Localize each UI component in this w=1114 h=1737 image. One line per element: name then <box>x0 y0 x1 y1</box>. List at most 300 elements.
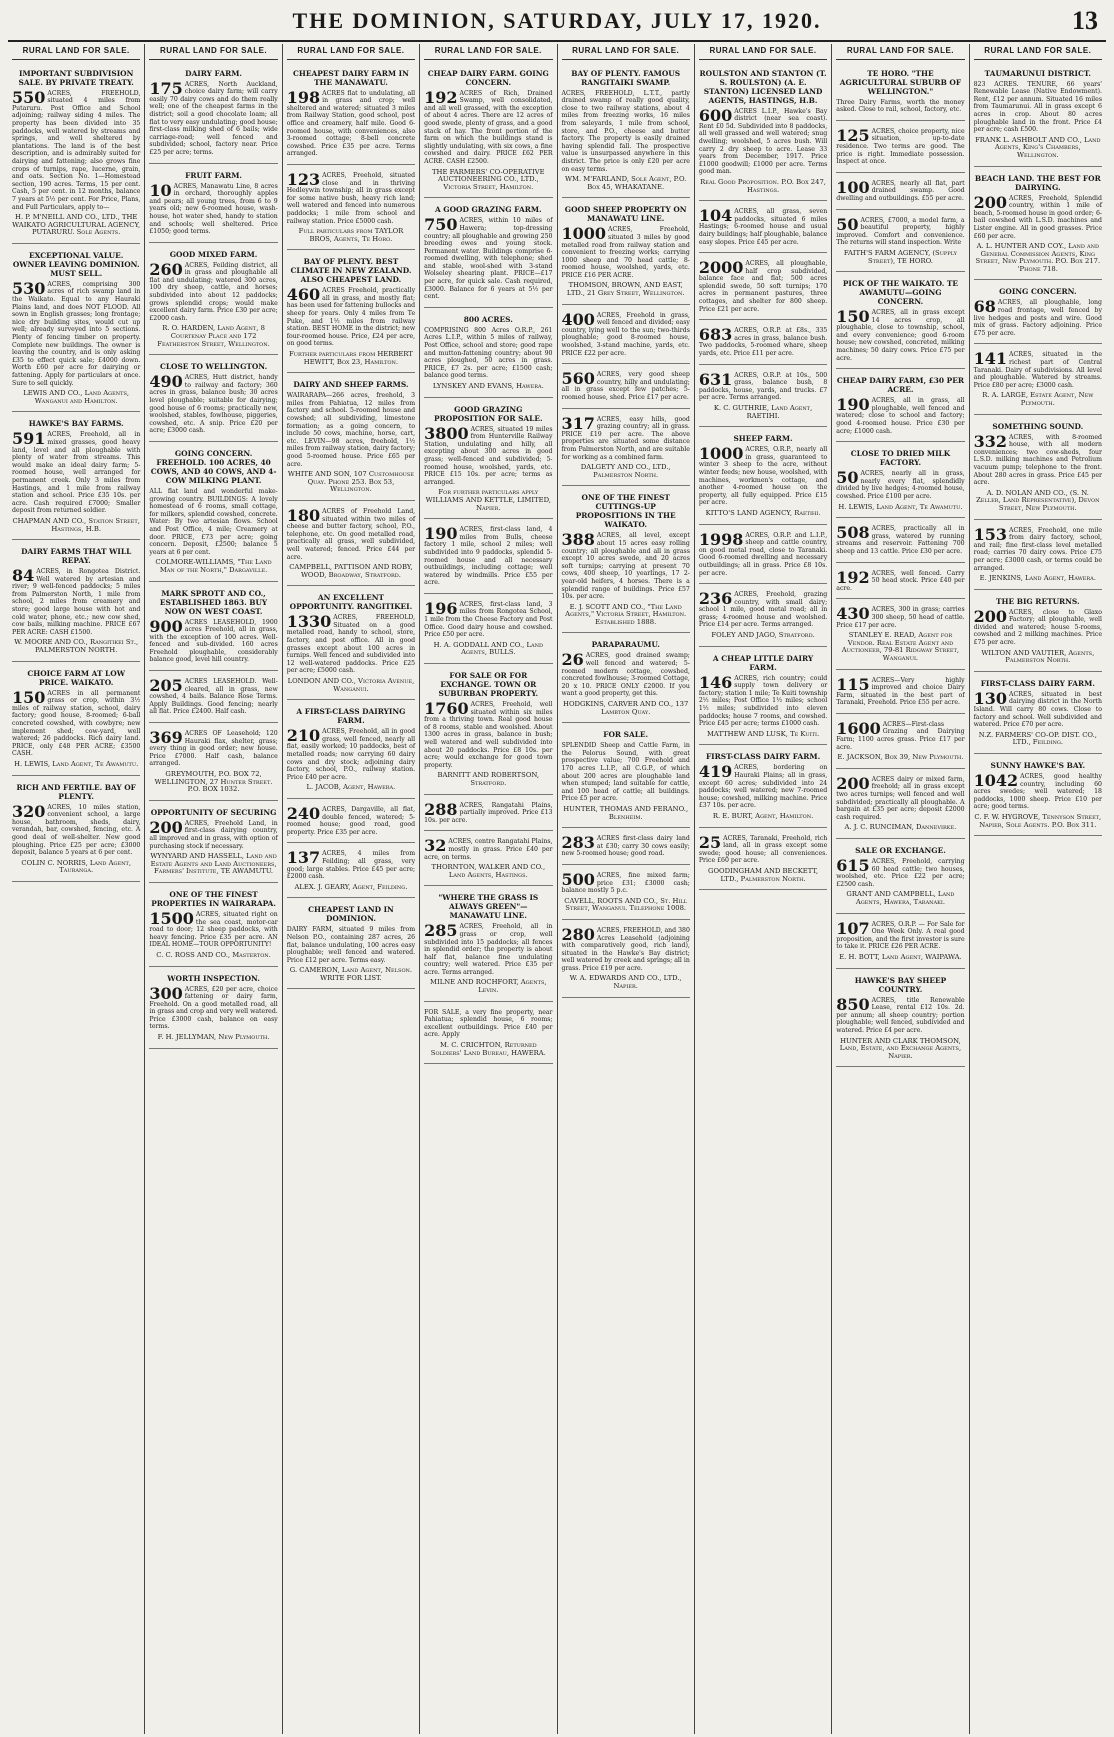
classified-ad <box>287 253 415 373</box>
ad-text: FOR SALE, a very fine property, near Pahiatua; splendid house, 6 rooms; excellent outbuildings. Price £40 per acre. Apply <box>424 1008 553 1039</box>
ad-body <box>698 529 828 578</box>
ad-body <box>562 652 690 698</box>
ad-acreage: 200 <box>973 606 1008 626</box>
ad-text: ACRES—Very highly improved and choice Dairy Farm, situated in the best part of Taranaki, Freehold. Price £55 per acre. <box>836 676 965 707</box>
ad-acreage: 320 <box>12 801 46 821</box>
ad-text: ACRES, comprising 300 acres of rich swamp land in the Waikato. Equal to any Hauraki Plains land, and does NOT FLOOD. All sown in English grasses; long frontage; nice dry building sites, would cut up well; already surveyed into 5 sections. Plenty of fencing timber on property. Complete new buildings. The owner is leaving the country, and is only asking £35 to effect quick sale; £4000 down. Worth £60 per acre for dairying or fattening. Apply for particulars at once. Sure to sell quickly. <box>12 280 141 387</box>
ad-text: Three Dairy Farms, worth the money asked. Close to rail, school, factory, etc. <box>836 98 965 114</box>
ad-text: ACRES, FREEHOLD, Situated on a good metalled road, handy to school, store, factory, and post office. All in good grasses except about 100 acres in turnips. Well fenced and subdivided into 12 well-watered paddocks. Price £25 per acre; £5000 cash. <box>286 614 416 675</box>
ad-acreage: 130 <box>973 688 1008 708</box>
ad-acreage: 107 <box>836 918 870 938</box>
ad-body <box>12 87 141 212</box>
classified-ad <box>836 772 964 839</box>
ad-text: ACRES, fine mixed farm; price £31; £3000 cash; balance mostly 5 p.c. <box>561 871 690 895</box>
ad-signature: MATTHEW AND LUSK, Te Kuiti. <box>706 729 820 738</box>
ad-text: ACRES dairy or mixed farm, freehold; all in grass except two acres turnips; well fenced and well subdivided; practically all ploughable. A bargain at £35 per acre; deposit £2000 cash required. <box>836 775 965 821</box>
classified-ad <box>424 311 552 398</box>
ad-signature: A. D. NOLAN AND CO., (S. N. Zeller, Land Representative), Devon Street, New Plymouth. <box>976 488 1100 512</box>
classified-ad <box>836 65 964 121</box>
ad-text: ACRES, situated right on the sea coast, motor-car road to door; 12 sheep paddocks, with heavy fencing. Price £35 per acre. AN IDEAL HOME—TOUR OPPORTUNITY! <box>149 910 278 949</box>
ad-signature: Real Good Proposition. P.O. Box 247, Hastings. <box>700 177 826 194</box>
ad-acreage: 50 <box>836 468 859 488</box>
ad-heading: GOOD GRAZING PROPOSITION FOR SALE. <box>434 404 543 423</box>
ad-heading: CHEAP DAIRY FARM, £30 PER ACRE. <box>836 376 964 395</box>
ad-heading: ROULSTON AND STANTON (T. S. ROULSTON) (A. E. STANTON) LICENSED LAND AGENTS, HASTINGS, H.B. <box>699 68 827 105</box>
ad-body <box>562 835 690 858</box>
classified-ad <box>836 213 964 273</box>
ad-signature: GREYMOUTH, P.O. BOX 72, WELLINGTON, 27 Hunter Street. P.O. BOX 1032. <box>154 770 273 794</box>
classified-ad <box>699 323 827 364</box>
classified-ad <box>836 972 964 1068</box>
ad-signature: THOMSON, BROWN, AND EAST, LTD., 21 Grey Street, Wellington. <box>566 281 685 298</box>
classified-ad <box>836 566 964 600</box>
ad-body <box>287 850 415 880</box>
ad-acreage: 550 <box>12 87 46 107</box>
classified-ad <box>974 283 1102 344</box>
ad-signature: BARNITT AND ROBERTSON, Stratford. <box>437 771 540 787</box>
column <box>282 44 419 1734</box>
ad-text: ACRES, situated in best dairying district in the North Island. Will carry 80 cows. Close to factory and school. Well subdivided and watered. Price £70 per acre. <box>973 690 1102 729</box>
ad-text: ACRES, Freehold, all in mixed grasses, good heavy land, level and all ploughable with plenty of water from streams. This would make an ideal dairy farm; 5-roomed house, well arranged for permanent creek. Only 3 miles from Hastings, and 1 mile from railway station and school. Price £35 10s. per acre. Cash required £7000; Smaller deposit from returned soldier. <box>12 431 141 515</box>
ad-acreage: 150 <box>12 687 46 707</box>
ad-signature: E. H. BOTT, Land Agent, WAIPAWA. <box>839 952 962 961</box>
classified-ad <box>699 587 827 647</box>
ad-signature: WHITE AND SON, 107 Customhouse Quay. Phone 253. Box 53, Wellington. <box>287 470 414 494</box>
ad-heading: BAY OF PLENTY. FAMOUS RANGITAIKI SWAMP. <box>571 68 681 87</box>
ad-signature: R. O. HARDEN, Land Agent, 8 Courtenay Place and 172 Featherston Street, Wellington. <box>157 324 270 348</box>
ad-text: ACRES, O.R.P. — For Sale for One Week Only. A real good proposition, and the first investor is sure to take it. PRICE £26 PER ACRE. <box>836 920 965 951</box>
ad-text: ACRES, Feilding district, all in grass and ploughable all flat and undulating; watered 300 acres, 100 dry sheep, cattle, and horses; subdivided into about 12 paddocks; grows splendid crops; would make excellent dairy farm. Price £30 per acre; £2000 cash. <box>149 261 278 322</box>
ad-signature: KITTO'S LAND AGENCY, Raetihi. <box>705 508 821 517</box>
column <box>694 44 831 1734</box>
ad-text: ACRES, in Rongotea District. Well watered by artesian and river; 9 well-fenced paddocks; 5 miles from Palmerston North, 1 mile from school, 2 miles from creamery and store; good large house with hot and cold water, phone, etc.; new cow shed, cow bails, milking machine. PRICE £67 PER ACRE: CASH £1500. <box>12 568 141 636</box>
ad-text: ACRES, £7000, a model farm, a beautiful property, highly improved. Comfort and convenience. The returns will stand inspection. Write <box>836 216 965 247</box>
classified-ad <box>562 868 690 920</box>
ad-signature: R. E. BURT, Agent, Hamilton. <box>712 811 814 820</box>
ad-text: ACRES, Freehold, grazing country, with small dairy; school 1 mile, good metal road; all in grass; 4-roomed house and woolshed. Price £14 per acre. Terms arranged. <box>698 591 828 629</box>
ad-text: ACRES, choice property, nice situation, up-to-date residence. Two terms are good. The price is right. Immediate possession. Inspect at once. <box>836 127 965 166</box>
ad-body <box>12 687 141 758</box>
ad-body <box>836 397 964 435</box>
classified-ad <box>149 358 277 442</box>
ad-acreage: 32 <box>424 836 447 856</box>
ad-text: ACRES, all in grass, all ploughable, well fenced and watered; close to school and factory; good 4-roomed house. Price £30 per acre; £1000 cash. <box>836 397 965 435</box>
ad-text: ACRES, Freehold, carrying 60 head cattle; two houses, woolshed, etc. Price £22 per acre; £2500 cash. <box>836 858 965 888</box>
ad-signature: E. JENKINS, Land Agent, Hawera. <box>979 574 1096 583</box>
ad-acreage: 190 <box>836 395 870 415</box>
ad-signature: Full particulars from TAYLOR BROS, Agents, Te Horo. <box>298 227 404 243</box>
ad-acreage: 750 <box>424 215 458 235</box>
ad-signature: M. C. CRICHTON, Returned Soldiers' Land Bureau, HAWERA. <box>430 1041 546 1057</box>
ad-text: ACRES, Freehold, situated close and in thriving Hedleywin township; all in grass except for some native bush, heavy rich land; well watered and fenced into numerous paddocks; 1 mile from school and railway station. Price £5000 cash. <box>286 171 416 225</box>
ad-body <box>974 351 1102 389</box>
classified-ad <box>149 246 277 356</box>
classified-ad <box>149 674 277 723</box>
classified-ad <box>424 201 552 308</box>
ad-heading: CHEAPEST DAIRY FARM IN THE MANAWATU. <box>293 68 409 87</box>
ad-body <box>973 524 1102 573</box>
ad-heading: MARK SPROTT AND CO., ESTABLISHED 1863. BUY NOW ON WEST COAST. <box>159 588 268 616</box>
classified-ad <box>699 748 827 827</box>
ad-heading: GOOD SHEEP PROPERTY ON MANAWATU LINE. <box>564 205 687 224</box>
ad-text: ACRES, with 8-roomed house, with all modern conveniences; two cow-sheds, four L.S.D. milking machines and Petrolium vacuum pump; telephone to the front. About 280 acres in grass. Price £45 per acre. <box>973 433 1102 487</box>
classified-ad <box>562 923 690 998</box>
ad-signature: A. L. HUNTER AND COY., Land and General Commission Agents, King Street, New Plymouth. P.O. Box 217. 'Phone 718. <box>975 242 1101 273</box>
ad-acreage: 283 <box>561 833 595 853</box>
ad-signature: E. JACKSON, Box 39, New Plymouth. <box>837 753 964 762</box>
ad-text: ACRES, practically all in grass, watered by running streams and reservoir. Fattening 700 sheep and 13 cattle. Price £30 per acre. <box>836 525 965 555</box>
ad-body <box>973 192 1102 241</box>
ad-body <box>287 392 415 468</box>
column <box>8 44 144 1734</box>
ad-body <box>149 908 278 949</box>
ad-signature: K. C. GUTHRIE, Land Agent, RAETIHI. <box>713 404 813 420</box>
ad-body <box>12 568 140 636</box>
ad-body <box>836 567 965 593</box>
classified-ad <box>562 65 690 199</box>
ad-heading: FOR SALE OR FOR EXCHANGE. TOWN OR SUBURBAN PROPERTY. <box>438 671 539 699</box>
ad-heading: IMPORTANT SUBDIVISION SALE. BY PRIVATE TREATY. <box>18 68 134 87</box>
ad-signature: G. CAMERON, Land Agent, Nelson. WRITE FOR LIST. <box>289 966 413 982</box>
ad-body <box>287 287 415 348</box>
ad-heading: ONE OF THE FINEST CUTTINGS-UP PROPOSITIONS IN THE WAIKATO. <box>575 493 676 530</box>
ad-text: ACRES, FREEHOLD, and 380 Acres Leasehold (adjoining with comparatively good, rich land), situated in the Hawke's Bay district; well watered by creek and springs; all in grass. Price £19 per acre. <box>561 926 690 972</box>
ad-acreage: 591 <box>12 429 46 449</box>
classified-ad <box>424 65 552 199</box>
ad-heading: DAIRY FARM. <box>185 68 242 78</box>
classified-ad <box>149 445 277 582</box>
ad-acreage: 104 <box>698 206 733 226</box>
ad-text: ACRES, Freehold, all in grass or crop, well subdivided into 15 paddocks; all fences in splendid order; the property is about half flat, balance fine undulating country; well watered. Price £35 per acre. Terms arranged. <box>424 923 553 976</box>
classified-ad <box>12 415 140 540</box>
ad-acreage: 141 <box>973 349 1008 369</box>
ad-acreage: 430 <box>836 604 870 624</box>
classified-ad <box>974 523 1102 590</box>
ad-acreage: 200 <box>973 192 1008 212</box>
classified-ad <box>149 726 277 801</box>
ad-heading: PARAPARAUMU. <box>591 640 660 650</box>
classified-ad <box>836 673 964 714</box>
ad-body <box>12 801 141 857</box>
ad-heading: CHEAP DAIRY FARM. GOING CONCERN. <box>427 68 549 87</box>
classified-ad <box>699 528 827 585</box>
columns-container <box>8 44 1106 1734</box>
ad-text: ACRES, easy hills, good grazing country; all in grass. PRICE £19 per acre. The above properties are situated some distance from Palmerston North, and are suitable for working as a combined farm. <box>561 415 690 461</box>
ad-text: ACRES, first-class land, 3 miles from Rongotea School, 1 mile from the Cheese Factory and Post Office. Good dairy house and cowshed. Price £50 per acre. <box>424 600 553 639</box>
column-heading: RURAL LAND FOR SALE. <box>699 44 827 60</box>
ad-body <box>149 374 277 435</box>
ad-text: ACRES, bordering on Hauraki Plains; all in grass, except 60 acres; subdivided into 24 paddocks; well watered; new 7-roomed house; cowshed, milking machine. Price £37 10s. per acre. <box>698 764 828 810</box>
column-heading: RURAL LAND FOR SALE. <box>149 44 277 60</box>
ad-signature: LYNSKEY AND EVANS, Hawera. <box>432 382 544 390</box>
ad-body <box>561 869 690 895</box>
ad-acreage: 285 <box>424 921 458 941</box>
ad-text: ACRES, Freehold, all in good grass, well fenced, nearly all flat, easily worked; 10 paddocks, best of metalled roads; now carrying 60 dairy cows and dry stock; adjoining dairy factory, school, P.O., railway station. Price £40 per acre. <box>286 728 416 781</box>
ad-heading: PICK OF THE WAIKATO. TE AWAMUTU—GOING CONCERN. <box>842 279 958 307</box>
ad-text: ACRES, O.R.P. at 10s., 500 grass, balance bush, 8 paddocks, house, yards, and trucks. £7 per acre. Terms arranged. <box>698 371 828 402</box>
ad-body <box>424 923 552 976</box>
ad-signature: THORNTON, WALKER AND CO., Land Agents, Hastings. <box>431 863 546 879</box>
classified-ad <box>149 886 277 967</box>
classified-ad <box>287 703 415 799</box>
ad-text: ACRES, 10 miles station, convenient school, a large house, bathroom, sheds, dairy, verandah, bar, cowshed, fencing, etc. A good deal of well-shelter. New good ploughing. Price £25 per acre; £3000 deposit, balance 5 years at 6 per cent. <box>12 803 141 857</box>
ad-text: ACRES, situated 19 miles from Hunterville Railway Station, undulating and hilly, all excepting about 300 acres in good grass; well-fenced and subdivided; 5-roomed house, woolshed, yards, etc. PRICE £15 10s. per acre; terms as arranged. <box>424 425 553 486</box>
ad-text: ACRES, Freehold, one mile from dairy factory, school, and rail; fine first-class level metalled road; carries 70 dairy cows. Price £75 per acre; £3000 cash, or terms could be arranged. <box>973 526 1102 572</box>
ad-acreage: 1000 <box>561 224 607 244</box>
ad-text: ACRES, centre Rangatahi Plains, mostly in grass. Price £40 per acre, on terms. <box>424 838 553 861</box>
ad-body <box>698 832 828 865</box>
ad-signature: For further particulars apply WILLIAMS AND KETTLE, LIMITED, Napier. <box>425 488 551 512</box>
column <box>969 44 1106 1734</box>
ad-body <box>836 214 965 247</box>
ad-signature: CAVELL, ROOTS AND CO., St. Hill Street, Wanganui. Telephone 1008. <box>564 896 688 913</box>
classified-ad <box>699 430 827 524</box>
ad-heading: TE HORO. "THE AGRICULTURAL SUBURB OF WELLINGTON." <box>839 68 962 96</box>
ad-signature: WM. M'FARLAND, Sole Agent, P.O. Box 45, WHAKATANE. <box>565 175 687 191</box>
ad-text: ACRES, Rangatahi Plains, partially improved. Price £13 10s. per acre. <box>424 801 553 824</box>
classified-ad <box>836 445 964 518</box>
classified-ad <box>149 970 277 1049</box>
classified-ad <box>149 804 277 883</box>
classified-ad <box>424 522 552 594</box>
ad-heading: GOING CONCERN. FREEHOLD. 100 ACRES, 40 COWS, AND 40 COWS, AND 4-COW MILKING PLANT. <box>150 448 277 485</box>
ad-body <box>562 90 690 174</box>
ad-text: ACRES, Freehold, situated 3 miles by good metalled road from railway station and convenient to freezing works; carrying 1000 sheep and 70 head cattle; 8-roomed house, woolshed, yards, etc. PRICE £16 PER ACRE. <box>561 226 690 279</box>
ad-body <box>424 423 553 487</box>
column <box>144 44 281 1734</box>
ad-signature: N.Z. FARMERS' CO-OP. DIST. CO., LTD., Feilding. <box>978 730 1097 747</box>
ad-text: ACRES, £20 per acre, choice fattening or dairy farm, Freehold. On a good metalled road, all in grass and crop and very well watered. Price £3000 cash, balance on easy terms. <box>149 985 278 1031</box>
ad-acreage: 192 <box>424 87 458 107</box>
ad-text: ACRES, title Renewable Lease, rental £12 10s. 2d. per annum; all sheep country; portion ploughable; well fenced, subdivided and watered. Price £4 per acre. <box>836 996 965 1034</box>
classified-ad <box>836 717 964 769</box>
ad-signature: COLMORE-WILLIAMS, "The Land Man of the North," Dargaville. <box>155 558 272 574</box>
ad-text: ALL flat land and wonderful make-growing country. BUILDINGS: A lovely homestead of 6 rooms, small cottage, for milkers, splendid cowshed, concrete. Water: By two artesian flows. School and Post Office, 4 mile; Creamery at door. PRICE, £73 per acre; going concern. Deposit, £2500; balance 5 years at 6 per cent. <box>149 487 278 556</box>
ad-body <box>836 773 965 822</box>
classified-ad <box>836 917 964 969</box>
ad-acreage: 1760 <box>424 699 469 719</box>
ad-signature: H. LEWIS, Land Agent, Te Awamutu. <box>14 759 139 768</box>
ad-acreage: 419 <box>698 762 733 782</box>
ad-signature: MILNE AND ROCHFORT, Agents, Levin. <box>430 978 547 995</box>
classified-ad <box>12 65 140 244</box>
ad-heading: 800 ACRES. <box>463 314 513 324</box>
classified-ad <box>149 167 277 243</box>
ad-text: ACRES, within 10 miles of Hawera; top-dressing country; all ploughable and growing 250 breeding ewes and young stock. Permanent water. Buildings comprise 6-roomed dwelling, with telephone; shed and stable, wool-shed with 3-stand Wolseley shearing plant. PRICE—£17 per acre, for quick sale. Cash required, £3000. Balance for 6 years at 5½ per cent. <box>424 217 553 301</box>
ad-acreage: 84 <box>12 566 35 586</box>
ad-body <box>836 470 964 500</box>
ad-text: ACRES LEASEHOLD, 1900 acres Freehold, all in grass, with the exception of 100 acres. Well-fenced and sub-divided. 160 acres Freehold ploughable, considerably balance good, level hill country. <box>149 618 278 664</box>
classified-ad <box>424 798 552 832</box>
ad-body <box>149 616 278 665</box>
classified-ad <box>562 367 690 408</box>
ad-body <box>699 208 827 246</box>
classified-ad <box>836 372 964 442</box>
ad-heading: FRUIT FARM. <box>185 170 242 180</box>
classified-ad <box>287 168 415 250</box>
ad-signature: WYNYARD AND HASSELL, Land and Estate Agents and Land Auctioneers, Farmers' Institute, TE AWAMUTU. <box>150 852 277 876</box>
ad-text: ACRES, 4 miles from Feilding; all grass, very good; large stables. Price £45 per acre; £2000 cash. <box>286 850 416 881</box>
ad-acreage: 260 <box>149 259 183 279</box>
classified-ad <box>424 667 552 795</box>
ad-heading: CLOSE TO WELLINGTON. <box>159 362 268 372</box>
ad-body <box>424 1009 552 1039</box>
ad-body <box>973 606 1102 647</box>
ad-text: ACRES, Taranaki, Freehold, rich land, all in grass except some swede; good house; all conveniences. Price £60 per acre. <box>698 834 828 865</box>
ad-heading: CHEAPEST LAND IN DOMINION. <box>308 905 394 924</box>
ad-text: ACRES LEASEHOLD. Well-cleared, all in grass, new cowshed, 4 bails. Balance Rose Terms. Apply Buildings. Good fencing; nearly all flat. Price £2400. Half cash. <box>149 678 278 716</box>
ad-body <box>149 983 278 1032</box>
ad-text: ACRES, nearly all in grass, nearly every flat, splendidly divided by live hedges; 4-roomed house, cowshed. Price £100 per acre. <box>836 470 965 500</box>
ad-acreage: 123 <box>286 169 321 189</box>
classified-ad <box>149 65 277 164</box>
ad-body <box>424 526 552 587</box>
ad-body <box>561 924 690 973</box>
ad-body <box>699 260 827 313</box>
ad-body <box>698 369 828 402</box>
ad-signature: STANLEY E. READ, Agent for Vendor. Real Estate Agent and Auctioneer, 79-81 Ridgway Street, Wanganui. <box>841 631 960 662</box>
ad-signature: HODGKINS, CARVER AND CO., 137 Lambton Quay. <box>563 700 689 716</box>
ad-text: ACRES, well fenced. Carry 50 head stock. Price £40 per acre. <box>836 569 965 592</box>
classified-ad <box>12 779 140 882</box>
ad-acreage: 280 <box>561 924 595 944</box>
ad-acreage: 196 <box>424 598 458 618</box>
ad-body <box>836 125 965 166</box>
ad-body <box>149 488 277 556</box>
column-heading: RURAL LAND FOR SALE. <box>12 44 140 60</box>
ad-acreage: 1998 <box>698 529 744 549</box>
ad-signature: LONDON AND CO., Victoria Avenue, Wanganui. <box>287 677 415 693</box>
classified-ad <box>836 275 964 369</box>
ad-acreage: 900 <box>149 616 183 636</box>
ad-acreage: 26 <box>561 650 584 670</box>
ad-acreage: 400 <box>561 309 595 329</box>
ad-heading: OPPORTUNITY OF SECURING <box>150 807 277 817</box>
ad-acreage: 200 <box>149 817 183 837</box>
ad-body <box>836 525 964 555</box>
classified-ad <box>287 802 415 843</box>
ad-heading: SOMETHING SOUND. <box>992 421 1084 431</box>
ad-acreage: 850 <box>836 994 870 1014</box>
column <box>557 44 694 1734</box>
classified-ad <box>699 204 827 253</box>
ad-text: ACRES, Freehold Land, in first-class dairying country, all improved and in grass, with option of purchasing stock if necessary. <box>149 819 278 850</box>
ad-acreage: 50 <box>836 214 859 234</box>
ad-signature: H. A. GODDALL AND CO., Land Agents, BULLS. <box>433 640 543 657</box>
ad-body <box>286 87 416 158</box>
ad-body <box>836 918 965 951</box>
ad-body <box>149 678 277 716</box>
ad-body <box>699 446 827 507</box>
ad-heading: RICH AND FERTILE. BAY OF PLENTY. <box>16 782 136 801</box>
ad-heading: BAY OF PLENTY. BEST CLIMATE IN NEW ZEALAND. ALSO CHEAPEST LAND. <box>290 257 412 285</box>
ad-text: ACRES in all permanent grass or crop, within 3½ miles of railway station, school, dairy factory; good house, 8-roomed; 6-ball concreted cowshed, with cowbyre; new implement shed; cow-yard, well watered; 26 paddocks. Rich dairy land. PRICE, only £48 PER ACRE; £3500 CASH. <box>12 689 141 758</box>
column-heading: RURAL LAND FOR SALE. <box>836 44 964 60</box>
classified-ad <box>287 376 415 501</box>
classified-ad <box>424 889 552 1001</box>
classified-ad <box>699 65 827 202</box>
ad-text: ACRES, 300 in grass; carries 300 sheep, 50 head of cattle. Price £17 per acre. <box>836 606 965 629</box>
ad-signature: E. J. SCOTT AND CO., "The Land Agents," Victoria Street, Hamilton. Established 1888. <box>565 602 687 626</box>
classified-ad <box>287 65 415 165</box>
ad-acreage: 240 <box>286 803 321 823</box>
ad-signature: W. MOORE AND CO., Rangitikei St., PALMERSTON NORTH. <box>14 638 139 655</box>
column-heading: RURAL LAND FOR SALE. <box>287 44 415 60</box>
classified-ad <box>562 489 690 633</box>
ad-signature: C. C. ROSS AND CO., Masterton. <box>156 950 271 959</box>
classified-ad <box>12 665 140 776</box>
ad-heading: TAUMARUNUI DISTRICT. <box>984 68 1091 78</box>
ad-acreage: 288 <box>424 799 458 819</box>
ad-heading: SHEEP FARM. <box>733 434 793 444</box>
ad-acreage: 100 <box>836 177 870 197</box>
ad-body <box>149 259 278 323</box>
ad-acreage: 180 <box>286 505 321 525</box>
ad-body <box>836 718 965 751</box>
ad-text: WAIRARAPA—266 acres, freehold, 3 miles from Pahiatua, 12 miles from factory and school. 5-roomed house and cowshed; all subdividing, limestone formation; as a going concern, to include 50 cows, machine, horse, cart, etc. LEVIN—98 acres, freehold, 1½ miles from railway station, dairy factory; good 5-roomed house. Price £65 per acre. <box>286 392 416 468</box>
classified-ad <box>699 831 827 891</box>
ad-acreage: 137 <box>286 848 321 868</box>
page-number: 13 <box>1072 6 1098 35</box>
ad-heading: CHOICE FARM AT LOW PRICE. WAIKATO. <box>27 668 125 687</box>
classified-ad <box>562 831 690 865</box>
column <box>831 44 968 1734</box>
ad-body <box>836 177 965 203</box>
ad-text: ACRES, North Auckland, choice dairy farm; will carry easily 70 dairy cows and do them really well; one of the cheapest farms in the district; soil a good chocolate loam; all flat to very easy undulating; good house; first-class milking shed of 6 bails; wide carriage-road; well fenced and subdivided; school, factory near. Price £25 per acre; terms. <box>149 80 278 156</box>
ad-text: ACRES, good healthy country, including 60 acres swedes; well watered; 18 paddocks, 1000 sheep. Price £10 per acre; good terms. <box>973 773 1102 811</box>
classified-ad <box>836 124 964 173</box>
ad-body <box>286 505 416 561</box>
ad-acreage: 146 <box>698 672 733 692</box>
ad-signature: F. H. JELLYMAN, New Plymouth. <box>157 1033 270 1042</box>
ad-body <box>973 431 1102 487</box>
ad-body <box>562 371 690 401</box>
ad-acreage: 175 <box>149 78 183 98</box>
ad-heading: GOOD MIXED FARM. <box>169 249 258 259</box>
ad-acreage: 683 <box>698 325 733 345</box>
ad-body <box>836 99 964 114</box>
ad-text: ACRES, nearly all flat, part drained swamp. Good dwelling and outbuildings. £55 per acre. <box>836 179 965 202</box>
ad-body <box>699 327 827 357</box>
ad-body <box>836 309 964 362</box>
ad-acreage: 190 <box>424 524 458 544</box>
ad-body <box>12 278 141 387</box>
ad-text: ACRES, all ploughable, half crop subdivided, balance face and flat; 500 acres splendid swede, 50 soft turnips; 170 acres in permanent pastures, three cottages, and shelter for 800 sheep. Price £21 per acre. <box>698 260 828 313</box>
ad-acreage: 1330 <box>286 612 332 632</box>
page-title: THE DOMINION, SATURDAY, JULY 17, 1920. <box>292 8 822 33</box>
ad-heading: GOING CONCERN. <box>999 287 1077 297</box>
ad-acreage: 198 <box>286 87 321 107</box>
ad-heading: CLOSE TO DRIED MILK FACTORY. <box>850 449 951 468</box>
ad-signature: L. JACOB, Agent, Hawera. <box>306 783 396 792</box>
ad-acreage: 1000 <box>698 444 744 464</box>
ad-body <box>561 413 690 462</box>
ad-acreage: 1600 <box>836 718 881 738</box>
ad-signature: THE FARMERS' CO-OPERATIVE AUCTIONEERING CO., LTD., Victoria Street, Hamilton. <box>431 167 545 191</box>
ad-body <box>698 105 828 176</box>
ad-body <box>836 858 964 888</box>
ad-text: ACRES, all in grass except 14 acres crop, all ploughable, close to township, school, and every convenience; good 6-room house; new cowshed, concreted, milking machines; 50 dairy cows. Price £75 per acre. <box>836 309 965 362</box>
ad-acreage: 10 <box>149 180 172 200</box>
ad-body <box>149 78 278 157</box>
ad-acreage: 600 <box>698 105 733 125</box>
ad-body <box>974 299 1102 337</box>
ad-body <box>286 169 416 225</box>
ad-acreage: 388 <box>561 530 595 550</box>
ad-acreage: 317 <box>561 413 595 433</box>
column-heading: RURAL LAND FOR SALE. <box>424 44 552 60</box>
ad-acreage: 2000 <box>698 258 744 278</box>
